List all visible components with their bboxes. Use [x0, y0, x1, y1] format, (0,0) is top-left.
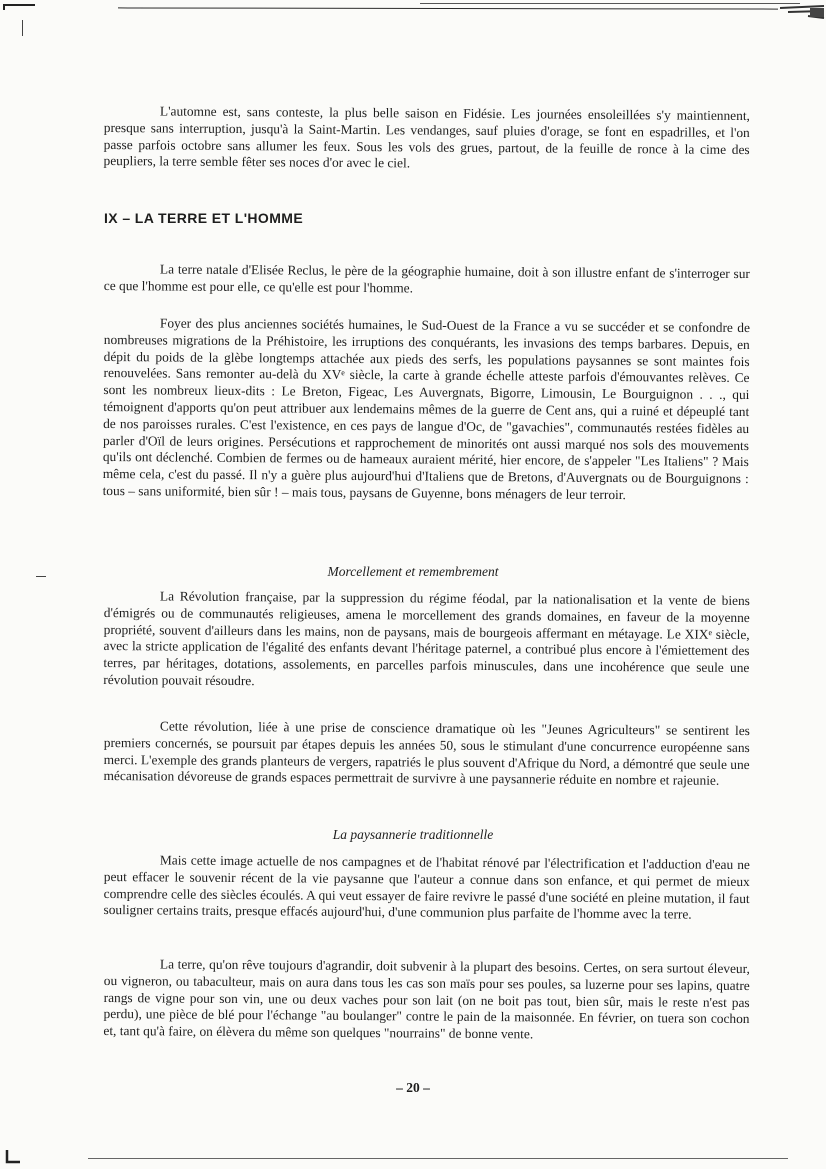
paragraph-autumn — [103, 103, 750, 175]
scan-corner-mark-top-left — [3, 4, 35, 10]
paragraph-modernisation — [103, 718, 750, 790]
scan-border-bottom — [88, 1158, 788, 1159]
scan-margin-tick — [22, 20, 23, 36]
paragraph-la-terre — [103, 956, 750, 1045]
scan-corner-mark-top-right — [778, 0, 826, 22]
paragraph-text: La terre natale d'Elisée Reclus, le père de la géographie humaine, doit à son illustre enfant de s'interroger sur ce que l'homme est pour elle, ce qu'elle est pour l'homme. — [103, 261, 750, 296]
subheading-morcellement: Morcellement et remembrement — [327, 564, 499, 579]
paragraph-text: La Révolution française, par la suppression du régime féodal, par la nationalisation et la vente de biens d'émigrés ou de communautés religieuses, amena le morcellement des grands domaines, en faveur de la moyenne propriété, souvent d'ailleurs dans les mains, non de paysans, mais de bourgeois affermant en métayage. Le XIXᵉ siècle, avec la stricte application de l'égalité des enfants devant l'héritage paternel, a contribué plus encore à l'émiettement des terres, par héritages, dotations, assolements, en parcelles parfois minuscules, dans une incohérence que seule une révolution pouvait résoudre. — [103, 588, 750, 689]
paragraph-text: La terre, qu'on rêve toujours d'agrandir, doit subvenir à la plupart des besoins. Certes, on sera surtout éleveur, ou vigneron, ou tabaculteur, mais on aura dans tous les cas son maïs pour ses poules, sa luzerne pour ses lapins, quatre rangs de vigne pour son vin, une ou deux vaches pour son lait (on ne boit pas tout, bien sûr, mais le reste n'est pas perdu), une pièce de blé pour l'échange "au boulanger" contre le pain de la maisonnée. En février, on tuera son cochon et, tant qu'à faire, on élèvera du même son quelques "nourrains" de bonne vente. — [103, 956, 750, 1042]
paragraph-migrations — [103, 315, 750, 505]
scan-corner-mark-bottom-left — [4, 1148, 22, 1164]
paragraph-text: Foyer des plus anciennes sociétés humaines, le Sud-Ouest de la France a vu se succéder et se confondre de nombreuses migrations de la Préhistoire, les irruptions des conquérants, les invasions des temps barbares. Depuis, en dépit du poids de la glèbe longtemps attachée aux pieds des serfs, les populations paysannes se sont maintes fois renouvelées. Sans remonter au-delà du XVᵉ siècle, la carte à grande échelle atteste parfois d'émouvantes relèves. Ce sont les nombreux lieux-dits : Le Breton, Figeac, Les Auvergnats, Bigorre, Limousin, Le Bourguignon . . ., qui témoignent d'apports qu'on peut attribuer aux lendemains mêmes de la guerre de Cent ans, qui a ruiné et dépeuplé tant de nos paroisses rurales. C'est l'existence, en ces pays de langue d'Oc, de "gavachies", communautés restées fidèles au parler d'Oïl de leurs origines. Persécutions et rapprochement de minorités ont aussi marqué nos sols des mouvements qu'ils ont déclenché. Combien de fermes ou de hameaux auraient mérité, hier encore, de s'appeler "Les Italiens" ? Mais même cela, c'est du passé. Il n'y a guère plus aujourd'hui d'Italiens que de Bretons, d'Auvergnats ou de Bourguignons : tous – sans uniformité, bien sûr ! – mais tous, paysans de Guyenne, bons ménagers de leur terroir. — [102, 315, 750, 503]
paragraph-reclus — [104, 261, 750, 300]
paragraph-text: L'automne est, sans conteste, la plus belle saison en Fidésie. Les journées ensoleillées s'y maintiennent, presque sans interruption, jusqu'à la Saint-Martin. Les vendanges, sauf pluies d'orage, se font en espadrilles, et l'on passe parfois octobre sans allumer les feux. Sous les vols des grues, partout, de la feuille de ronce à la cime des peupliers, la terre semble fêter ses noces d'or avec le ciel. — [103, 103, 750, 171]
page-number: – 20 – — [396, 1080, 430, 1095]
paragraph-text: Mais cette image actuelle de nos campagnes et de l'habitat rénové par l'électrification et l'adduction d'eau ne peut effacer le souvenir récent de la vie paysanne que l'auteur a connue dans son enfance, et qui permet de mieux comprendre celle des siècles écoulés. A qui veut essayer de faire revivre le passé d'une société en pleine mutation, il faut souligner certains traits, presque effacés aujourd'hui, d'une communion plus parfaite de l'homme avec la terre. — [103, 852, 750, 923]
scan-border-top — [118, 7, 778, 9]
paragraph-revolution — [103, 588, 750, 694]
paragraph-image-actuelle — [103, 852, 750, 924]
subheading-paysannerie: La paysannerie traditionnelle — [332, 827, 494, 842]
paragraph-text: Cette révolution, liée à une prise de conscience dramatique où les "Jeunes Agriculteurs" se sentirent les premiers concernés, se poursuit par étapes depuis les années 50, sous le stimulant d'une concurrence européenne sans merci. L'exemple des grands planteurs de vergers, rapatriés le plus souvent d'Afrique du Nord, a démontré que seule une mécanisation dévoreuse de grands espaces permettrait de survivre à une paysannerie réduite en nombre et rajeunie. — [103, 718, 750, 789]
section-heading: IX – LA TERRE ET L'HOMME — [104, 210, 304, 226]
scan-border-top-secondary — [420, 3, 800, 4]
